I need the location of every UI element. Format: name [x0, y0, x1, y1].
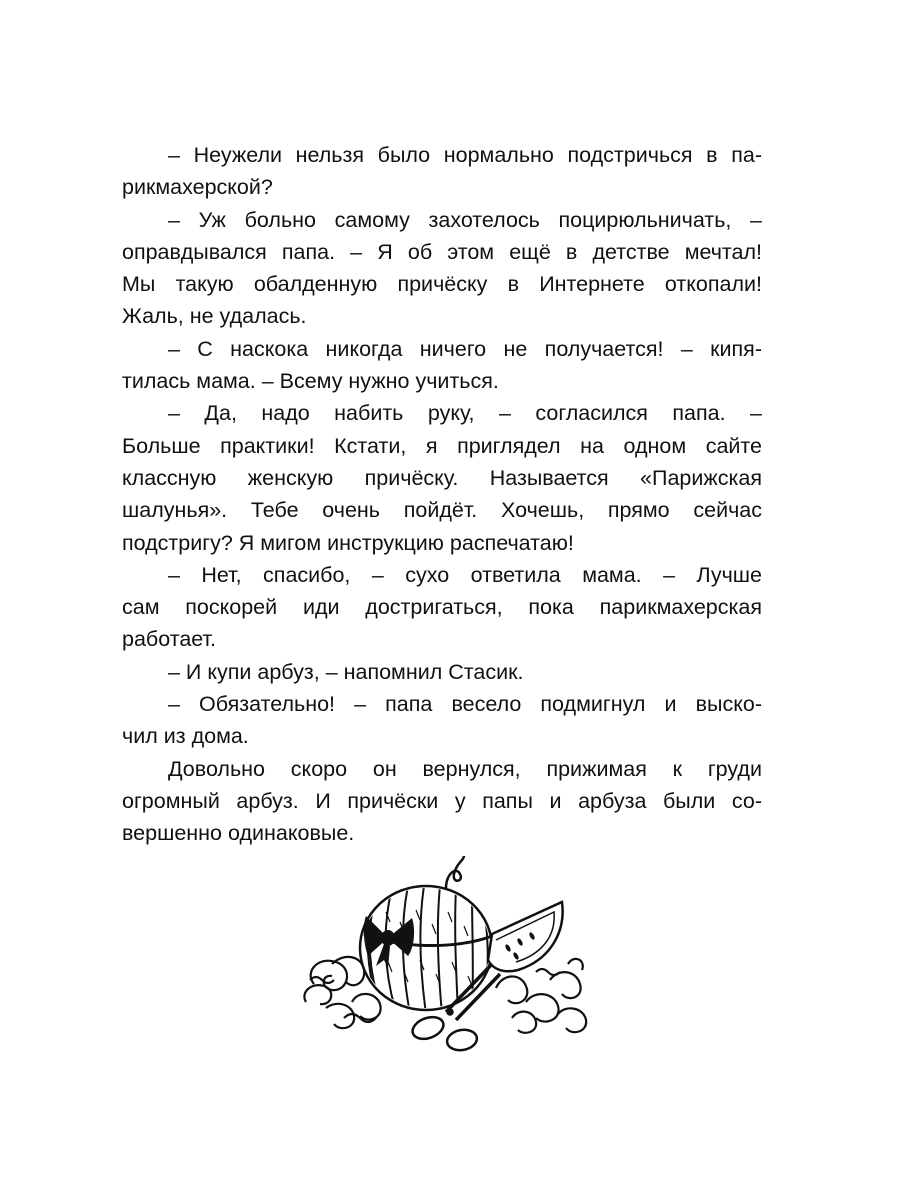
text-line: классную женскую причёску. Называется «Парижская — [122, 465, 762, 490]
watermelon-icon — [360, 856, 492, 1014]
text-line: работает. — [122, 627, 216, 652]
text-line: – И купи арбуз, – напомнил Стасик. — [168, 659, 524, 684]
text-line: чил из дома. — [122, 724, 249, 749]
watermelon-with-bow-and-scissors-illustration — [296, 852, 596, 1052]
text-line: огромный арбуз. И причёски у папы и арбуза были со- — [122, 788, 762, 813]
text-line: сам поскорей иди достригаться, пока парикмахерская — [122, 595, 762, 620]
text-line: – Обязательно! – папа весело подмигнул и выско- — [168, 692, 762, 717]
watermelon-slice-icon — [488, 902, 563, 971]
text-line: – Неужели нельзя было нормально подстричься в па- — [168, 143, 762, 167]
text-line: тилась мама. – Всему нужно учиться. — [122, 369, 499, 394]
text-line: оправдывался папа. – Я об этом ещё в детстве мечтал! — [122, 239, 762, 264]
text-line: Жаль, не удалась. — [122, 304, 307, 329]
text-line: – С наскока никогда ничего не получается! – кипя- — [168, 336, 762, 361]
text-line: вершенно одинаковые. — [122, 821, 355, 846]
text-line: рикмахерской? — [122, 175, 273, 200]
text-line: Довольно скоро он вернулся, прижимая к груди — [168, 756, 762, 781]
text-line: Больше практики! Кстати, я приглядел на одном сайте — [122, 433, 762, 458]
text-line: Мы такую обалденную причёску в Интернете откопали! — [122, 272, 762, 297]
text-line: – Да, надо набить руку, – согласился папа. – — [168, 401, 762, 426]
text-line: шалунья». Тебе очень пойдёт. Хочешь, прямо сейчас — [122, 498, 762, 523]
story-text — [122, 139, 762, 850]
text-line: – Уж больно самому захотелось поцирюльничать, – — [168, 207, 762, 232]
text-line: подстригу? Я мигом инструкцию распечатаю! — [122, 530, 574, 555]
text-line: – Нет, спасибо, – сухо ответила мама. – Лучше — [168, 562, 762, 587]
